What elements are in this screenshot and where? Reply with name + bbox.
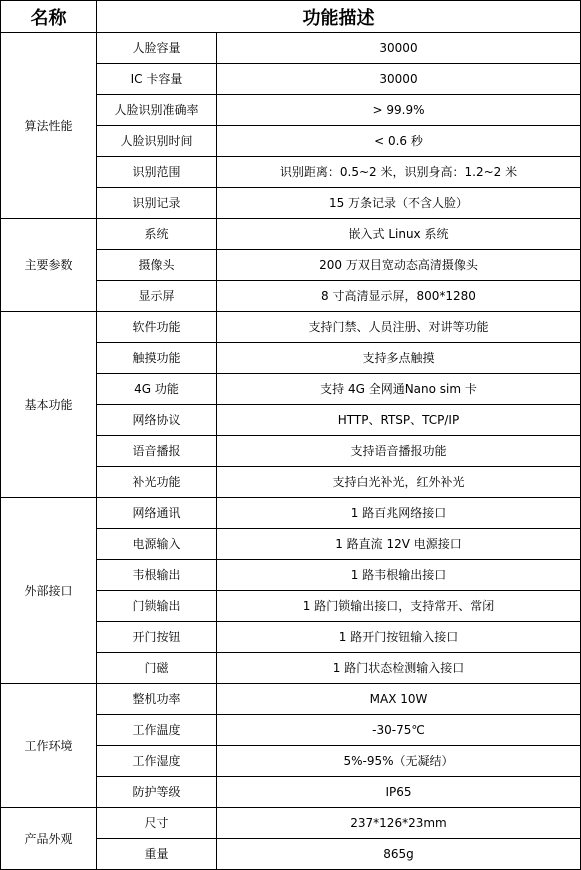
value-cell: 237*126*23mm xyxy=(217,808,581,839)
value-cell: 5%-95%（无凝结） xyxy=(217,746,581,777)
category-cell: 主要参数 xyxy=(1,219,97,312)
value-cell: 1 路韦根输出接口 xyxy=(217,560,581,591)
value-cell: 支持 4G 全网通Nano sim 卡 xyxy=(217,374,581,405)
item-cell: 开门按钮 xyxy=(97,622,217,653)
value-cell: 支持多点触摸 xyxy=(217,343,581,374)
value-cell: -30-75℃ xyxy=(217,715,581,746)
item-cell: 网络通讯 xyxy=(97,498,217,529)
value-cell: HTTP、RTSP、TCP/IP xyxy=(217,405,581,436)
value-cell: 支持白光补光，红外补光 xyxy=(217,467,581,498)
value-cell: 支持语音播报功能 xyxy=(217,436,581,467)
category-cell: 产品外观 xyxy=(1,808,97,870)
item-cell: IC 卡容量 xyxy=(97,64,217,95)
value-cell: 15 万条记录（不含人脸） xyxy=(217,188,581,219)
value-cell: 支持门禁、人员注册、对讲等功能 xyxy=(217,312,581,343)
item-cell: 工作温度 xyxy=(97,715,217,746)
item-cell: 整机功率 xyxy=(97,684,217,715)
value-cell: > 99.9% xyxy=(217,95,581,126)
item-cell: 摄像头 xyxy=(97,250,217,281)
table-row xyxy=(1,684,581,715)
item-cell: 人脸容量 xyxy=(97,33,217,64)
table-row xyxy=(1,33,581,64)
header-row xyxy=(1,1,581,33)
value-cell: < 0.6 秒 xyxy=(217,126,581,157)
value-cell: 1 路百兆网络接口 xyxy=(217,498,581,529)
item-cell: 人脸识别时间 xyxy=(97,126,217,157)
value-cell: 1 路开门按钮输入接口 xyxy=(217,622,581,653)
item-cell: 网络协议 xyxy=(97,405,217,436)
value-cell: MAX 10W xyxy=(217,684,581,715)
value-cell: 200 万双目宽动态高清摄像头 xyxy=(217,250,581,281)
item-cell: 尺寸 xyxy=(97,808,217,839)
table-row xyxy=(1,808,581,839)
value-cell: 1 路门锁输出接口，支持常开、常闭 xyxy=(217,591,581,622)
item-cell: 显示屏 xyxy=(97,281,217,312)
value-cell: IP65 xyxy=(217,777,581,808)
table-row xyxy=(1,312,581,343)
value-cell: 30000 xyxy=(217,64,581,95)
item-cell: 韦根输出 xyxy=(97,560,217,591)
item-cell: 门磁 xyxy=(97,653,217,684)
item-cell: 语音播报 xyxy=(97,436,217,467)
category-cell: 基本功能 xyxy=(1,312,97,498)
item-cell: 识别记录 xyxy=(97,188,217,219)
table-row xyxy=(1,498,581,529)
value-cell: 嵌入式 Linux 系统 xyxy=(217,219,581,250)
item-cell: 重量 xyxy=(97,839,217,870)
item-cell: 软件功能 xyxy=(97,312,217,343)
item-cell: 识别范围 xyxy=(97,157,217,188)
value-cell: 30000 xyxy=(217,33,581,64)
value-cell: 识别距离：0.5~2 米，识别身高：1.2~2 米 xyxy=(217,157,581,188)
item-cell: 人脸识别准确率 xyxy=(97,95,217,126)
header-name: 名称 xyxy=(1,1,97,33)
table-row xyxy=(1,219,581,250)
value-cell: 1 路直流 12V 电源接口 xyxy=(217,529,581,560)
item-cell: 补光功能 xyxy=(97,467,217,498)
category-cell: 算法性能 xyxy=(1,33,97,219)
value-cell: 1 路门状态检测输入接口 xyxy=(217,653,581,684)
header-desc: 功能描述 xyxy=(97,1,581,33)
value-cell: 8 寸高清显示屏，800*1280 xyxy=(217,281,581,312)
item-cell: 工作湿度 xyxy=(97,746,217,777)
category-cell: 工作环境 xyxy=(1,684,97,808)
category-cell: 外部接口 xyxy=(1,498,97,684)
item-cell: 系统 xyxy=(97,219,217,250)
item-cell: 触摸功能 xyxy=(97,343,217,374)
item-cell: 4G 功能 xyxy=(97,374,217,405)
item-cell: 门锁输出 xyxy=(97,591,217,622)
value-cell: 865g xyxy=(217,839,581,870)
item-cell: 电源输入 xyxy=(97,529,217,560)
item-cell: 防护等级 xyxy=(97,777,217,808)
